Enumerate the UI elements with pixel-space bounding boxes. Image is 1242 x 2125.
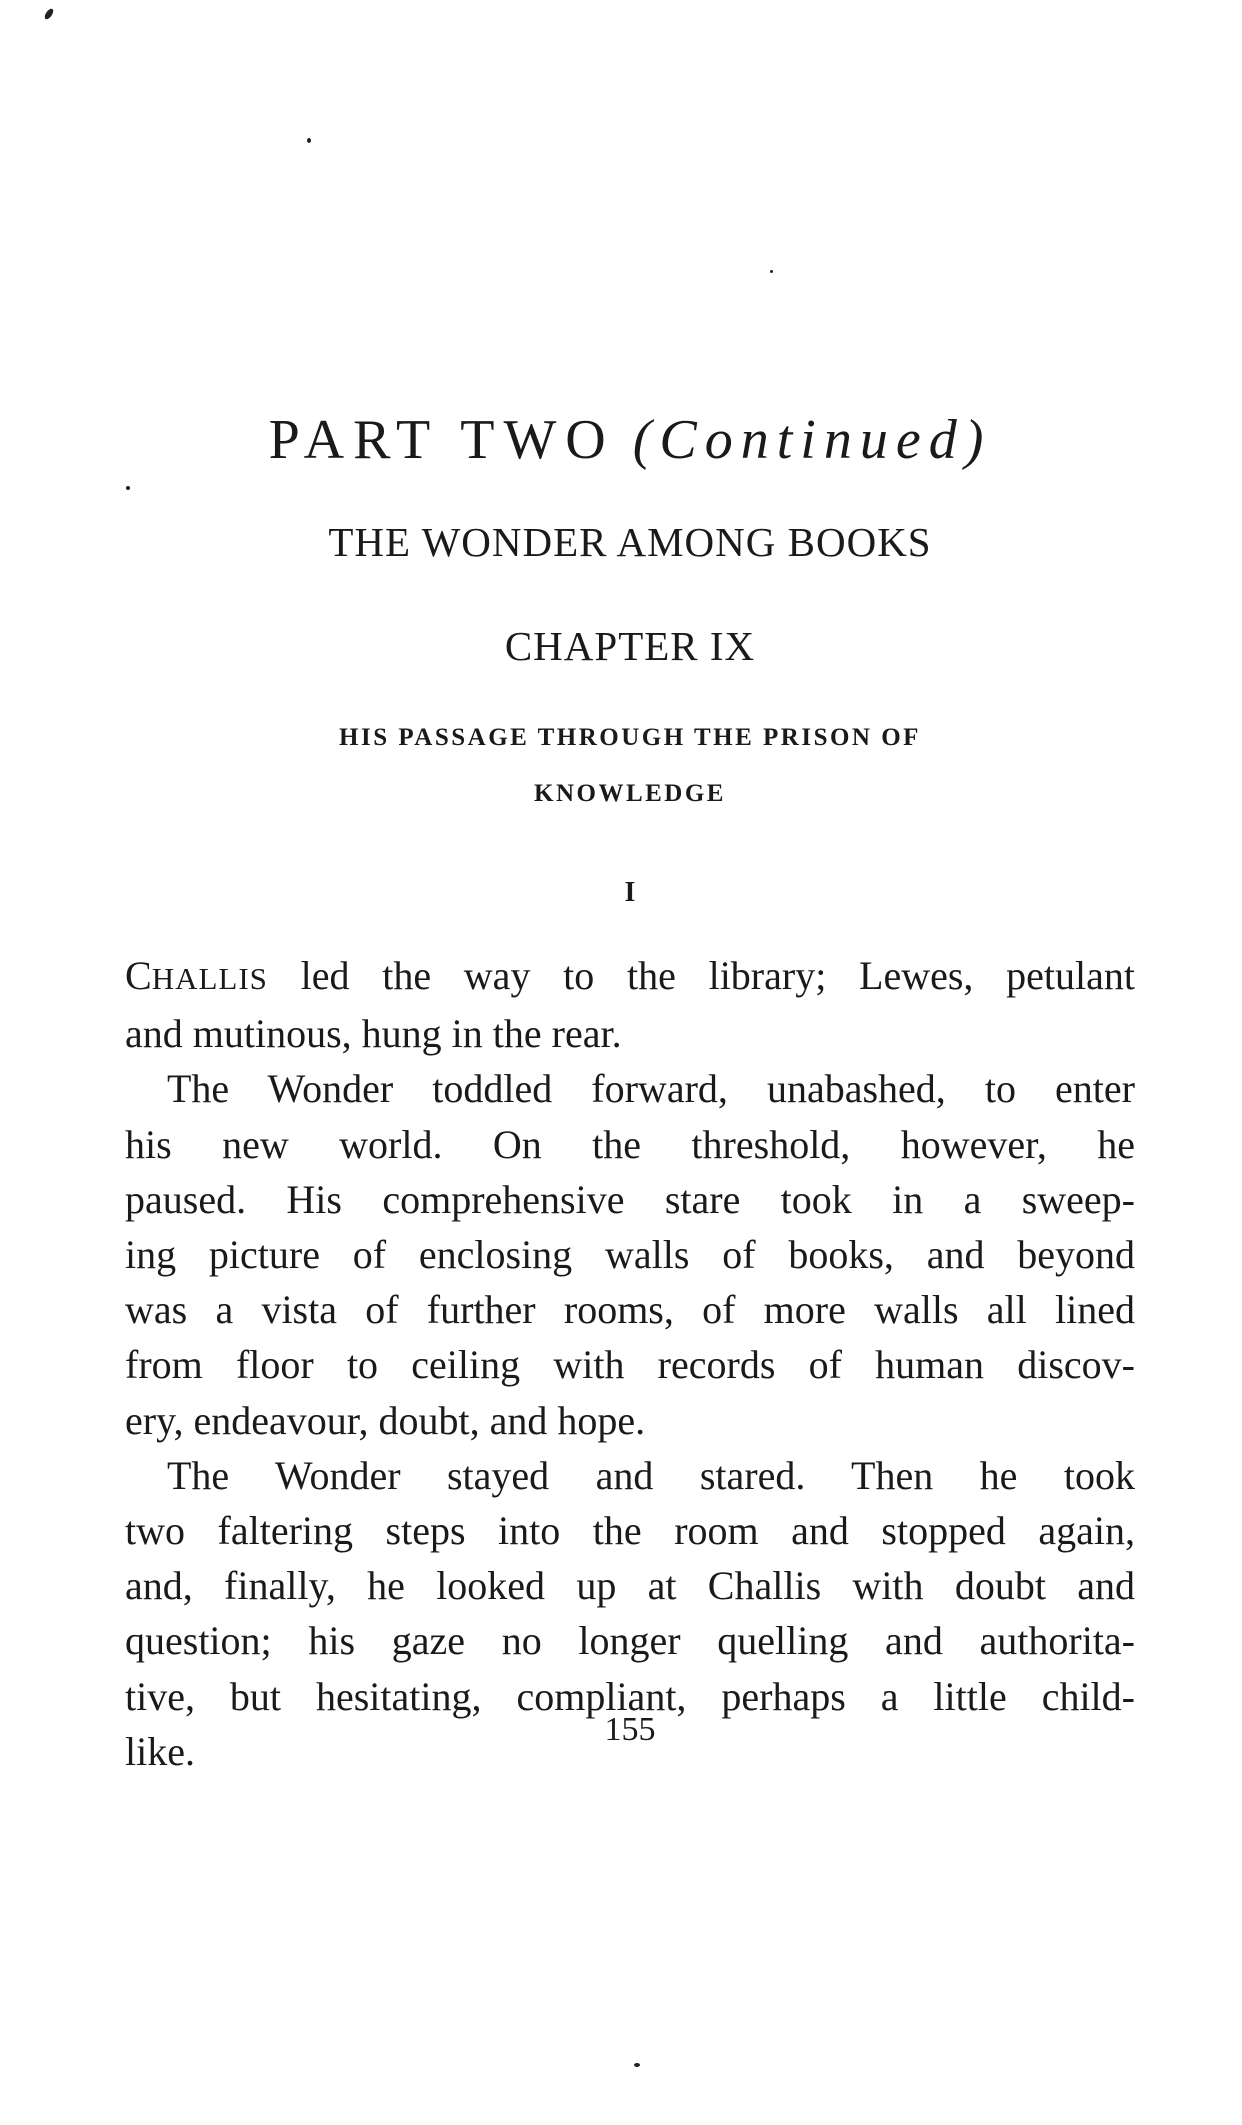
chapter-subtitle-line: KNOWLEDGE xyxy=(534,780,726,807)
paragraph xyxy=(125,948,1135,1061)
text-line: ery, endeavour, doubt, and hope. xyxy=(125,1397,646,1443)
opening-word: CHALLIS xyxy=(125,953,268,998)
part-continued: (Continued) xyxy=(632,409,992,471)
paragraph xyxy=(125,1061,1135,1447)
chapter-title: CHAPTER IX xyxy=(504,623,756,669)
text-line: and mutinous, hung in the rear. xyxy=(125,1011,622,1057)
chapter-subtitle xyxy=(125,710,1135,822)
page-number: 155 xyxy=(604,1711,656,1748)
body-text xyxy=(125,948,1135,1779)
print-speck xyxy=(126,486,130,490)
section-title: THE WONDER AMONG BOOKS xyxy=(328,519,932,565)
part-label: PART TWO xyxy=(268,409,615,471)
print-speck xyxy=(43,7,55,20)
print-speck xyxy=(307,138,311,143)
section-number: I xyxy=(624,877,636,908)
text-line: like. xyxy=(125,1728,195,1774)
text-line: and, finally, he looked up at Challis with doubt and xyxy=(125,1563,1135,1609)
part-title xyxy=(125,405,1135,475)
text-line: The Wonder toddled forward, unabashed, to enter xyxy=(167,1066,1135,1112)
text-line: ing picture of enclosing walls of books, and beyond xyxy=(125,1232,1135,1278)
text-line: two faltering steps into the room and stopped again, xyxy=(125,1508,1135,1554)
text-line: was a vista of further rooms, of more walls all lined xyxy=(125,1287,1135,1333)
print-speck xyxy=(634,2063,640,2067)
text-line: question; his gaze no longer quelling and authorita- xyxy=(125,1618,1135,1664)
text-line: CHALLIS led the way to the library; Lewes, petulant xyxy=(125,953,1135,998)
text-line: The Wonder stayed and stared. Then he took xyxy=(167,1452,1135,1498)
text-line: paused. His comprehensive stare took in a sweep- xyxy=(125,1176,1135,1222)
text-line: tive, but hesitating, compliant, perhaps a little child- xyxy=(125,1673,1135,1719)
print-speck xyxy=(770,270,773,273)
text-line: his new world. On the threshold, however, he xyxy=(125,1121,1135,1167)
text-line: from floor to ceiling with records of human discov- xyxy=(125,1342,1135,1388)
chapter-subtitle-line: HIS PASSAGE THROUGH THE PRISON OF xyxy=(339,724,921,751)
